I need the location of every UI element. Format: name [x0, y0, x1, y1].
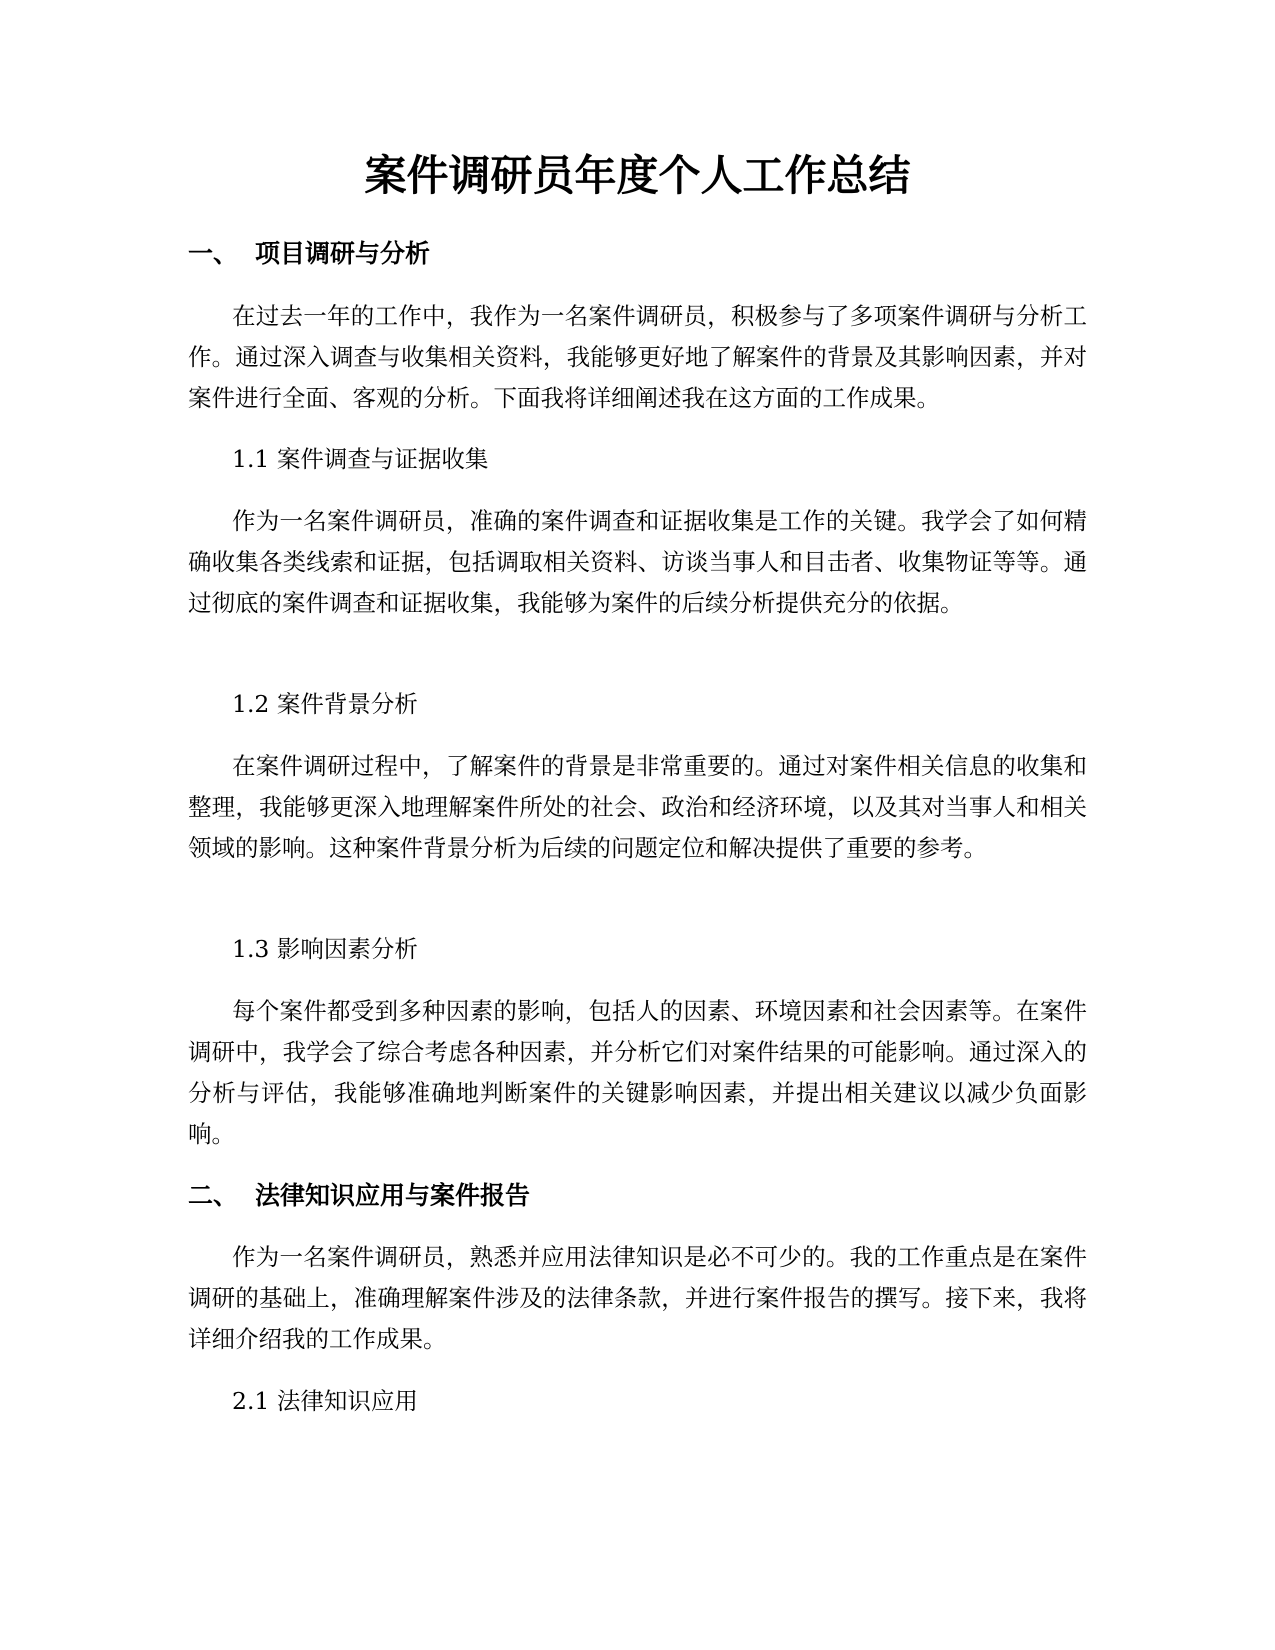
- document-title: 案件调研员年度个人工作总结: [364, 151, 911, 200]
- subsection-heading-1-1: 1.1 案件调查与证据收集: [232, 445, 489, 473]
- section-number: 一、: [188, 239, 239, 268]
- subsection-heading-1-2: 1.2 案件背景分析: [232, 690, 418, 718]
- subsection-heading-1-3: 1.3 影响因素分析: [232, 935, 418, 963]
- subsection-paragraph-1-1: 作为一名案件调研员，准确的案件调查和证据收集是工作的关键。我学会了如何精确收集各类线索和证据，包括调取相关资料、访谈当事人和目击者、收集物证等等。通过彻底的案件调查和证据收集，我能够为案件的后续分析提供充分的依据。: [188, 507, 1087, 617]
- subsection-paragraph-1-2: 在案件调研过程中，了解案件的背景是非常重要的。通过对案件相关信息的收集和整理，我能够更深入地理解案件所处的社会、政治和经济环境，以及其对当事人和相关领域的影响。这种案件背景分析为后续的问题定位和解决提供了重要的参考。: [188, 752, 1087, 862]
- section-intro-paragraph: 在过去一年的工作中，我作为一名案件调研员，积极参与了多项案件调研与分析工作。通过深入调查与收集相关资料，我能够更好地了解案件的背景及其影响因素，并对案件进行全面、客观的分析。下面我将详细阐述我在这方面的工作成果。: [188, 302, 1087, 412]
- section-title: 项目调研与分析: [255, 239, 431, 268]
- subsection-paragraph-1-3: 每个案件都受到多种因素的影响，包括人的因素、环境因素和社会因素等。在案件调研中，我学会了综合考虑各种因素，并分析它们对案件结果的可能影响。通过深入的分析与评估，我能够准确地判断案件的关键影响因素，并提出相关建议以减少负面影响。: [188, 997, 1087, 1148]
- section-number: 二、: [188, 1181, 239, 1210]
- section-heading-1: [188, 236, 1088, 272]
- subsection-heading-2-1: 2.1 法律知识应用: [232, 1387, 418, 1415]
- section-heading-2: [188, 1178, 1088, 1214]
- section-intro-paragraph: 作为一名案件调研员，熟悉并应用法律知识是必不可少的。我的工作重点是在案件调研的基础上，准确理解案件涉及的法律条款，并进行案件报告的撰写。接下来，我将详细介绍我的工作成果。: [188, 1243, 1087, 1353]
- section-title: 法律知识应用与案件报告: [255, 1181, 531, 1210]
